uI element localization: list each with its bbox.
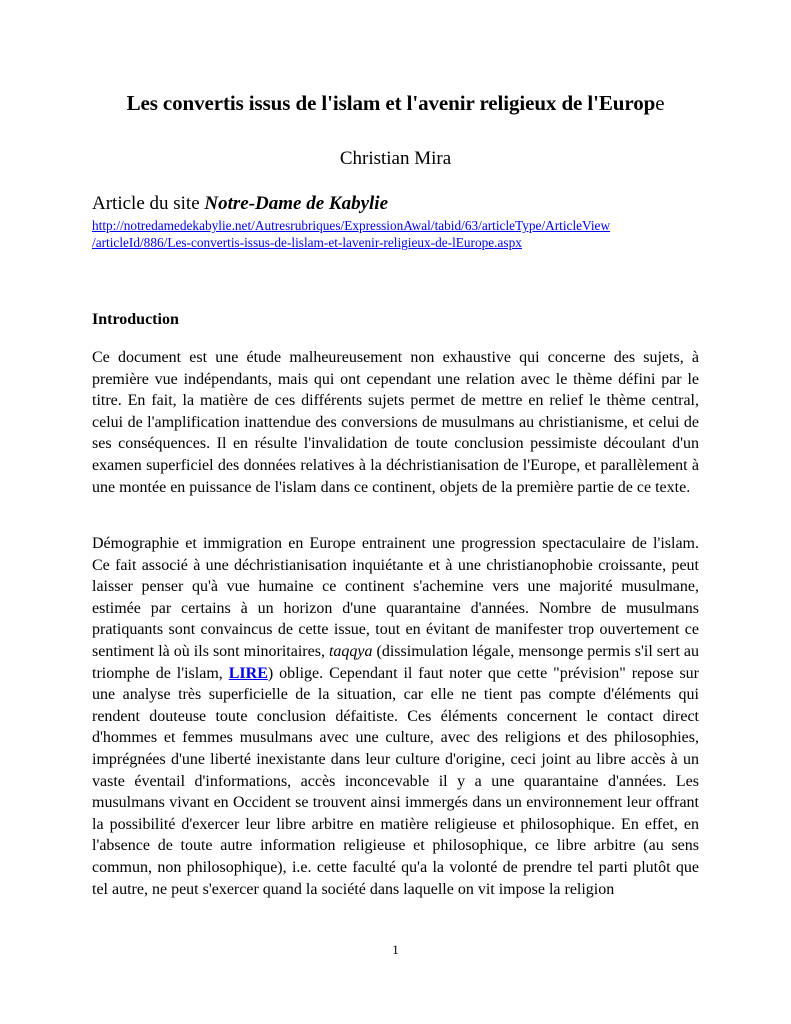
url-line-1[interactable]: http://notredamedekabylie.net/Autresrubriques/ExpressionAwal/tabid/63/articleType/ArticleView: [92, 218, 611, 233]
paragraph-2: [92, 533, 699, 900]
paragraph-1: Ce document est une étude malheureusement non exhaustive qui concerne des sujets, à première vue indépendants, mais qui ont cependant une relation avec le thème défini par le titre. En fait, la matière de ces différents sujets permet de mettre en relief le thème central, celui de l'amplification inattendue des conversions de musulmans au christianisme, et celui de ses conséquences. Il en résulte l'invalidation de toute conclusion pessimiste découlant d'un examen superficiel des données relatives à la déchristianisation de l'Europe, et parallèlement à une montée en puissance de l'islam dans ce continent, objets de la première partie de ce texte.: [92, 349, 699, 496]
source-site-name: Notre-Dame de Kabylie: [204, 193, 389, 214]
paragraph-2-text-b: (dissimulation légale, mensonge permis s'il sert au triomphe de l'islam,: [92, 642, 700, 682]
document-title: [0, 91, 791, 116]
paragraph-2-text-c: ) oblige. Cependant il faut noter que cette "prévision" repose sur une analyse très superficielle de la situation, car elle ne tient pas compte d'éléments qui rendent douteuse toute conclusion défaitiste. Ces éléments concernent le contact direct d'hommes et femmes musulmans avec une culture, avec des religions et des philosophies, imprégnées d'une liberté inexistante dans leur culture d'origine, ceci joint au libre accès à un vaste éventail d'informations, accès inconcevable il y a une quarantaine d'années. Les musulmans vivant en Occident se trouvent ainsi immergés dans un environnement leur offrant la possibilité d'exercer leur libre arbitre en matière religieuse et philosophique. En effet, en l'absence de toute autre information religieuse et philosophique, ce libre arbitre (au sens commun, non philosophique), i.e. cette faculté qu'a la volonté de prendre tel parti plutôt que tel autre, ne peut s'exercer quand la société dans laquelle on vit impose la religion: [92, 664, 700, 898]
source-url-link[interactable]: [92, 217, 704, 251]
lire-link[interactable]: LIRE: [228, 664, 268, 682]
paragraph-2-italic-term: taqqya: [328, 642, 373, 660]
section-heading: Introduction: [92, 311, 179, 328]
source-line: [92, 193, 388, 215]
title-text: Les convertis issus de l'islam et l'avenir religieux de l'Europ: [126, 91, 656, 115]
author-name: Christian Mira: [339, 148, 452, 169]
title-tail: e: [655, 91, 665, 115]
paragraph-2-text-a: Démographie et immigration en Europe entrainent une progression spectaculaire de l'islam. Ce fait associé à une déchristianisation inquiétante et à une christianophobie croissante, peut laisser penser qu'à vue humaine ce continent s'achemine vers une majorité musulmane, estimée par certains à un horizon d'une quarantaine d'années. Nombre de musulmans pratiquants sont convaincus de cette issue, tout en évitant de manifester trop ouvertement ce sentiment là où ils sont minoritaires,: [92, 535, 699, 660]
url-line-2[interactable]: /articleId/886/Les-convertis-issus-de-lislam-et-lavenir-religieux-de-lEurope.aspx: [92, 235, 522, 250]
page-number: 1: [392, 942, 399, 957]
source-prefix: Article du site: [92, 193, 205, 214]
